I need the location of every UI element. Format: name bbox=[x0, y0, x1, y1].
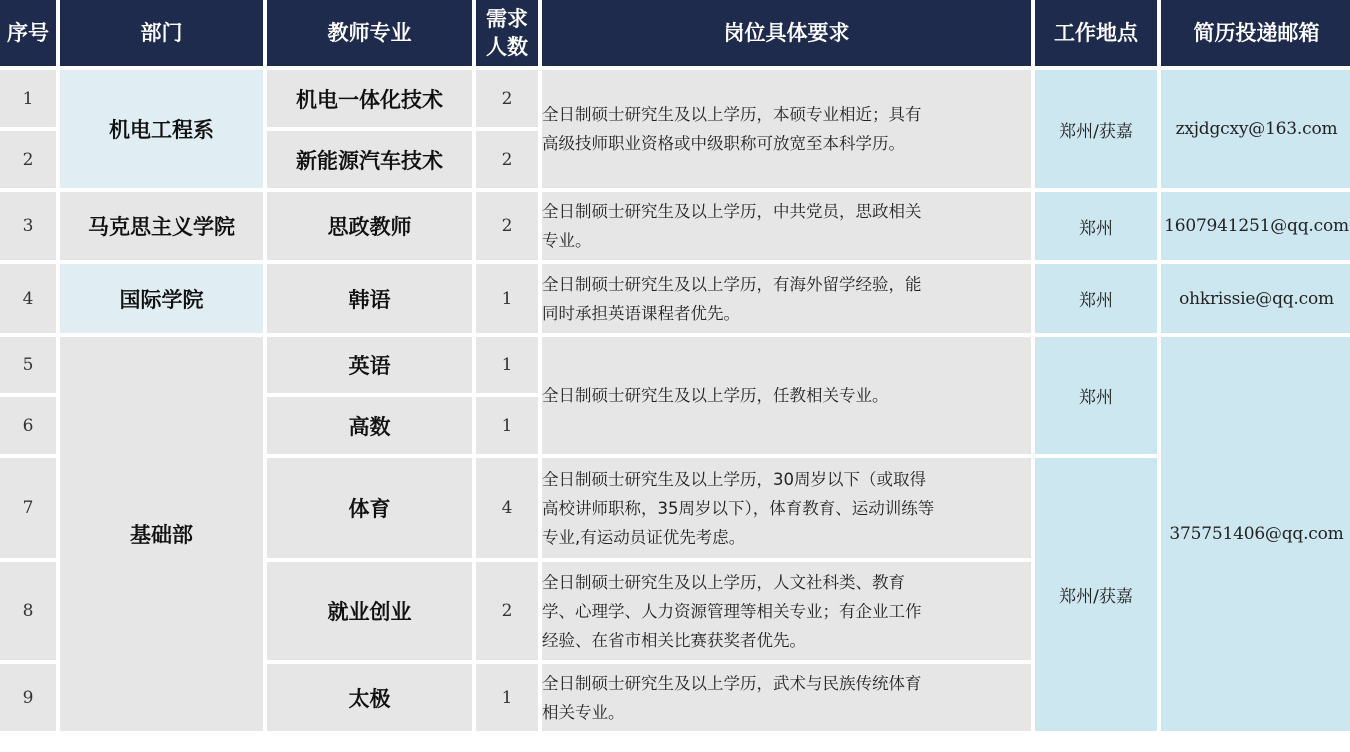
table-row bbox=[0, 337, 1350, 393]
requirement-line: 高级技师职业资格或中级职称可放宽至本科学历。 bbox=[542, 134, 905, 153]
table-row bbox=[0, 192, 1350, 260]
seq-cell: 8 bbox=[0, 562, 56, 660]
requirement-line: 全日制硕士研究生及以上学历，有海外留学经验，能 bbox=[542, 274, 922, 294]
requirement-line: 全日制硕士研究生及以上学历，人文社科类、教育 bbox=[542, 572, 905, 592]
major-cell: 就业创业 bbox=[267, 562, 472, 660]
requirement-line: 全日制硕士研究生及以上学历，30周岁以下（或取得 bbox=[542, 469, 926, 489]
major-cell: 机电一体化技术 bbox=[267, 70, 472, 127]
requirement-line: 全日制硕士研究生及以上学历，任教相关专业。 bbox=[542, 386, 889, 405]
seq-cell: 4 bbox=[0, 264, 56, 333]
requirement-cell bbox=[542, 264, 1031, 333]
major-cell: 体育 bbox=[267, 458, 472, 558]
major-cell: 新能源汽车技术 bbox=[267, 131, 472, 188]
location-cell: 郑州/获嘉 bbox=[1035, 70, 1157, 188]
requirement-line: 同时承担英语课程者优先。 bbox=[542, 303, 740, 323]
major-cell: 韩语 bbox=[267, 264, 472, 333]
major-cell: 英语 bbox=[267, 337, 472, 393]
location-cell: 郑州 bbox=[1035, 192, 1157, 260]
requirement-line: 学、心理学、人力资源管理等相关专业；有企业工作 bbox=[542, 601, 922, 621]
email-cell[interactable]: 1607941251@qq.com bbox=[1161, 192, 1350, 260]
count-cell: 1 bbox=[476, 264, 538, 333]
department-cell: 国际学院 bbox=[60, 264, 263, 333]
count-cell: 2 bbox=[476, 70, 538, 127]
table-row bbox=[0, 70, 1350, 127]
requirement-line: 全日制硕士研究生及以上学历，本硕专业相近；具有 bbox=[542, 105, 922, 124]
count-cell: 2 bbox=[476, 131, 538, 188]
requirement-line: 相关专业。 bbox=[542, 702, 625, 722]
department-cell: 马克思主义学院 bbox=[60, 192, 263, 260]
header-location: 工作地点 bbox=[1035, 0, 1157, 66]
seq-cell: 5 bbox=[0, 337, 56, 393]
location-cell: 郑州 bbox=[1035, 337, 1157, 454]
requirement-cell bbox=[542, 562, 1031, 660]
count-cell: 1 bbox=[476, 664, 538, 731]
requirement-cell bbox=[542, 192, 1031, 260]
location-cell: 郑州 bbox=[1035, 264, 1157, 333]
email-cell[interactable]: 375751406@qq.com bbox=[1161, 337, 1350, 731]
header-requirements: 岗位具体要求 bbox=[542, 0, 1031, 66]
count-cell: 1 bbox=[476, 337, 538, 393]
requirement-cell bbox=[542, 337, 1031, 454]
department-cell: 机电工程系 bbox=[60, 70, 263, 188]
count-cell: 2 bbox=[476, 192, 538, 260]
count-cell: 1 bbox=[476, 397, 538, 454]
major-cell: 思政教师 bbox=[267, 192, 472, 260]
major-cell: 太极 bbox=[267, 664, 472, 731]
requirement-cell bbox=[542, 664, 1031, 731]
requirement-cell bbox=[542, 458, 1031, 558]
header-email: 简历投递邮箱 bbox=[1161, 0, 1350, 66]
seq-cell: 3 bbox=[0, 192, 56, 260]
email-cell[interactable]: zxjdgcxy@163.com bbox=[1161, 70, 1350, 188]
requirement-line: 专业,有运动员证优先考虑。 bbox=[542, 527, 746, 547]
requirement-line: 高校讲师职称，35周岁以下），体育教育、运动训练等 bbox=[542, 498, 935, 518]
requirement-line: 经验、在省市相关比赛获奖者优先。 bbox=[542, 630, 806, 650]
seq-cell: 2 bbox=[0, 131, 56, 188]
seq-cell: 9 bbox=[0, 664, 56, 731]
requirement-line: 全日制硕士研究生及以上学历，中共党员，思政相关 bbox=[542, 202, 922, 221]
header-count-line2: 人数 bbox=[486, 35, 528, 59]
header-department: 部门 bbox=[60, 0, 263, 66]
email-cell[interactable]: ohkrissie@qq.com bbox=[1161, 264, 1350, 333]
requirement-line: 全日制硕士研究生及以上学历，武术与民族传统体育 bbox=[542, 673, 922, 693]
count-cell: 4 bbox=[476, 458, 538, 558]
header-row bbox=[0, 0, 1350, 66]
requirement-cell bbox=[542, 70, 1031, 188]
department-cell: 基础部 bbox=[60, 337, 263, 731]
seq-cell: 7 bbox=[0, 458, 56, 558]
count-cell: 2 bbox=[476, 562, 538, 660]
seq-cell: 6 bbox=[0, 397, 56, 454]
header-count-line1: 需求 bbox=[486, 7, 528, 31]
major-cell: 高数 bbox=[267, 397, 472, 454]
requirement-line: 专业。 bbox=[542, 231, 592, 250]
seq-cell: 1 bbox=[0, 70, 56, 127]
table-row bbox=[0, 264, 1350, 333]
header-seq: 序号 bbox=[0, 0, 56, 66]
header-major: 教师专业 bbox=[267, 0, 472, 66]
header-count bbox=[476, 0, 538, 66]
location-cell: 郑州/获嘉 bbox=[1035, 458, 1157, 731]
